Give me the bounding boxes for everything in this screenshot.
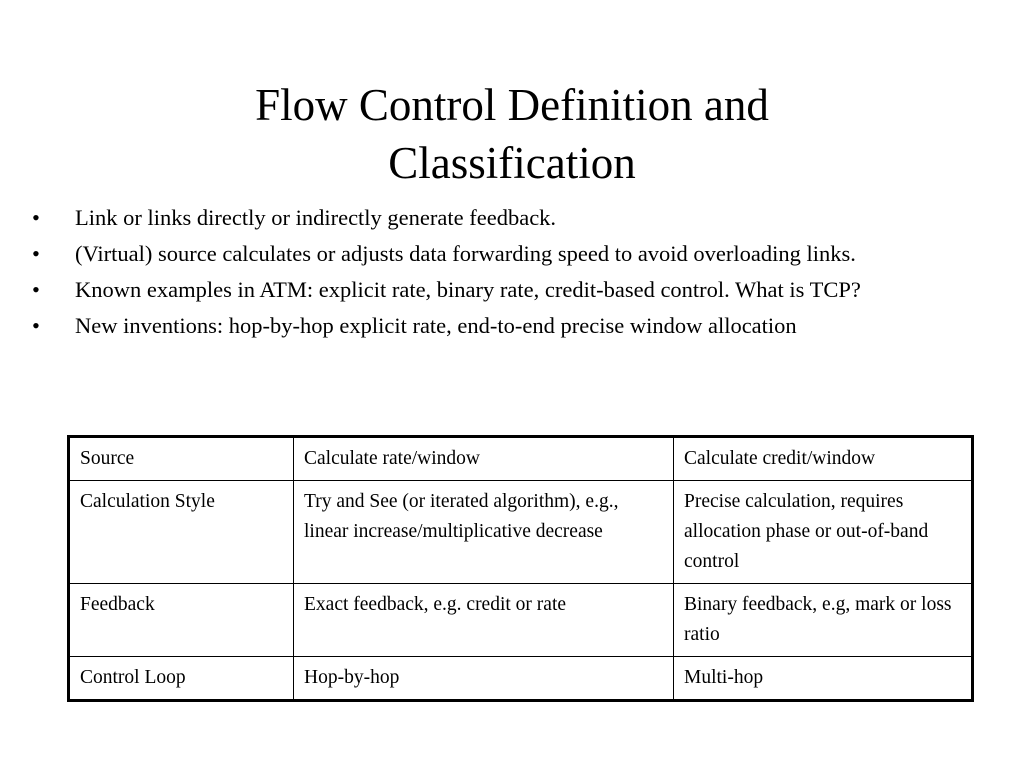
slide-title-line-2: Classification xyxy=(388,138,636,188)
table-cell: Feedback xyxy=(69,584,294,657)
bullet-item xyxy=(32,274,1002,306)
table-row xyxy=(69,657,973,701)
bullet-item xyxy=(32,238,1002,270)
table-cell: Multi-hop xyxy=(674,657,973,701)
table-cell: Exact feedback, e.g. credit or rate xyxy=(294,584,674,657)
bullet-icon: • xyxy=(32,277,40,302)
bullet-icon: • xyxy=(32,241,40,266)
classification-table xyxy=(67,435,974,702)
slide-title-line-1: Flow Control Definition and xyxy=(255,80,769,130)
table-cell: Precise calculation, requires allocation phase or out-of-band control xyxy=(674,481,973,584)
slide-title xyxy=(0,76,1024,192)
bullet-text: (Virtual) source calculates or adjusts data forwarding speed to avoid overloading links. xyxy=(75,241,856,266)
table-cell: Hop-by-hop xyxy=(294,657,674,701)
bullet-text: Link or links directly or indirectly generate feedback. xyxy=(75,205,557,230)
bullet-icon: • xyxy=(32,205,40,230)
table-cell: Calculation Style xyxy=(69,481,294,584)
table-row xyxy=(69,584,973,657)
bullet-text: Known examples in ATM: explicit rate, binary rate, credit-based control. What is TCP? xyxy=(75,277,861,302)
table-cell: Calculate rate/window xyxy=(294,437,674,481)
table-cell: Calculate credit/window xyxy=(674,437,973,481)
bullet-text: New inventions: hop-by-hop explicit rate, end-to-end precise window allocation xyxy=(75,313,797,338)
table-cell: Try and See (or iterated algorithm), e.g., linear increase/multiplicative decrease xyxy=(294,481,674,584)
table-cell: Binary feedback, e.g, mark or loss ratio xyxy=(674,584,973,657)
table-row xyxy=(69,481,973,584)
bullet-item xyxy=(32,310,1002,342)
table-cell: Control Loop xyxy=(69,657,294,701)
table-row xyxy=(69,437,973,481)
bullet-item xyxy=(32,202,1002,234)
bullet-list xyxy=(32,202,1002,346)
bullet-icon: • xyxy=(32,313,40,338)
table-cell: Source xyxy=(69,437,294,481)
